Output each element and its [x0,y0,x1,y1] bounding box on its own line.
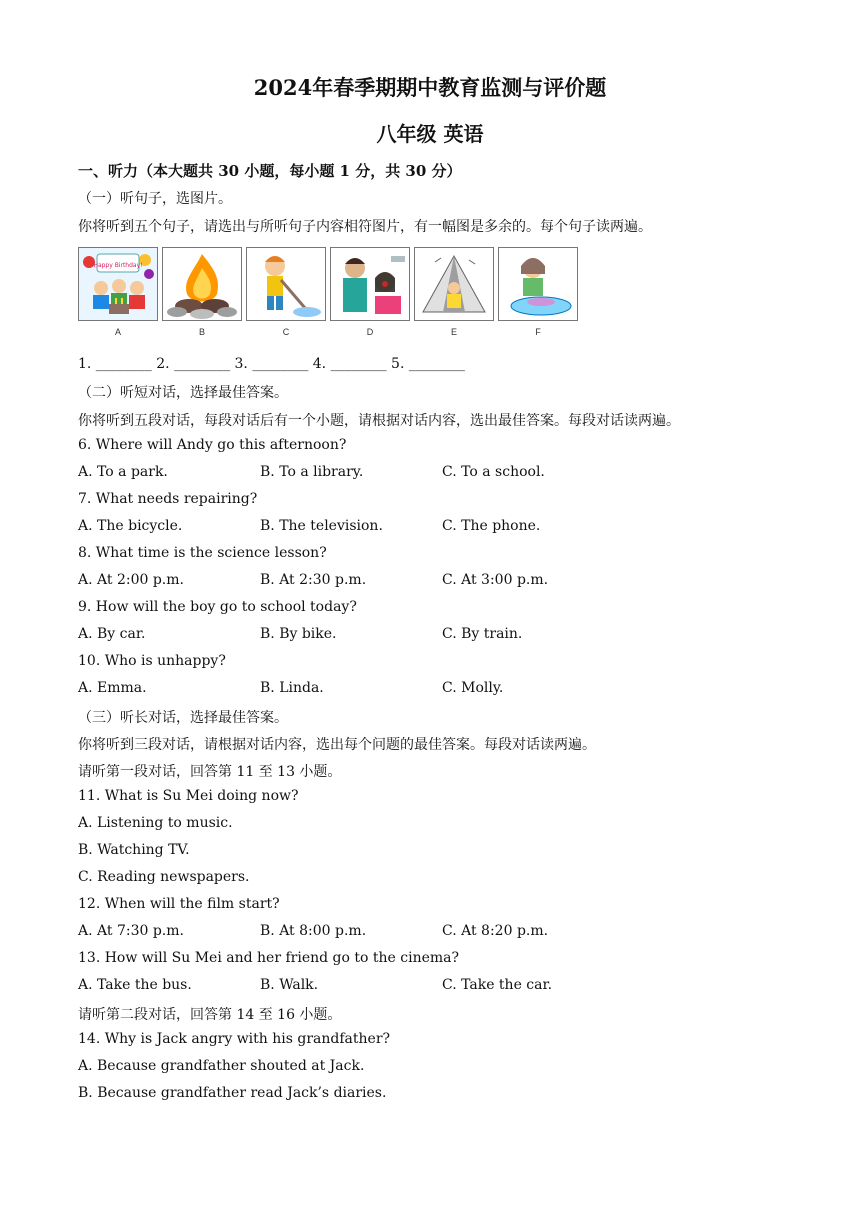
picture-label-d: D [366,327,374,337]
dialog1-intro: 请听第一段对话，回答第 11 至 13 小题。 [78,764,342,780]
q12-option-a: A. At 7:30 p.m. [78,923,184,939]
q11-option-a: A. Listening to music. [78,815,233,831]
question-13: 13. How will Su Mei and her friend go to the cinema? [78,950,460,966]
q6-option-c: C. To a school. [442,464,545,480]
part2-title: （二）听短对话，选择最佳答案。 [78,385,288,401]
q10-option-b: B. Linda. [260,680,324,696]
picture-d-dentist [330,247,410,321]
picture-b-fire [162,247,242,321]
picture-label-f: F [535,327,541,337]
part1-instruction: 你将听到五个句子，请选出与所听句子内容相符图片，有一幅图是多余的。每个句子读两遍。 [78,219,652,235]
q14-option-a: A. Because grandfather shouted at Jack. [78,1058,365,1074]
q12-option-b: B. At 8:00 p.m. [260,923,367,939]
q8-option-a: A. At 2:00 p.m. [78,572,184,588]
q13-option-a: A. Take the bus. [78,977,192,993]
question-8: 8. What time is the science lesson? [78,545,327,561]
q7-option-c: C. The phone. [442,518,541,534]
q9-option-a: A. By car. [78,626,146,642]
exam-subtitle: 八年级 英语 [376,122,484,146]
picture-e-tent [414,247,494,321]
picture-label-b: B [198,327,205,337]
question-10: 10. Who is unhappy? [78,653,226,669]
part2-instruction: 你将听到五段对话，每段对话后有一个小题，请根据对话内容，选出最佳答案。每段对话读两遍。 [78,413,680,429]
q7-option-b: B. The television. [260,518,383,534]
q8-option-c: C. At 3:00 p.m. [442,572,549,588]
q14-option-b: B. Because grandfather read Jack’s diaries. [78,1085,387,1101]
picture-c-cleaning [246,247,326,321]
q9-option-b: B. By bike. [260,626,337,642]
q7-option-a: A. The bicycle. [78,518,183,534]
picture-a-birthday [78,247,158,321]
q10-option-c: C. Molly. [442,680,504,696]
q10-option-a: A. Emma. [78,680,147,696]
exam-title: 2024年春季期期中教育监测与评价题 [253,75,607,100]
q13-option-c: C. Take the car. [442,977,553,993]
dialog2-intro: 请听第二段对话，回答第 14 至 16 小题。 [78,1007,342,1023]
q6-option-b: B. To a library. [260,464,364,480]
picture-f-washing [498,247,578,321]
part3-instruction: 你将听到三段对话，请根据对话内容，选出每个问题的最佳答案。每段对话读两遍。 [78,737,596,753]
q11-option-b: B. Watching TV. [78,842,190,858]
part1-title: （一）听句子，选图片。 [78,191,232,207]
picture-label-e: E [450,327,457,337]
part3-title: （三）听长对话，选择最佳答案。 [78,710,288,726]
question-6: 6. Where will Andy go this afternoon? [78,437,347,453]
question-11: 11. What is Su Mei doing now? [78,788,299,804]
section-heading: 一、听力（本大题共 30 小题，每小题 1 分，共 30 分） [78,162,462,180]
question-9: 9. How will the boy go to school today? [78,599,357,615]
question-12: 12. When will the film start? [78,896,280,912]
answer-blanks: 1. ________ 2. ________ 3. ________ 4. ________ 5. ________ [78,356,465,372]
q8-option-b: B. At 2:30 p.m. [260,572,367,588]
q9-option-c: C. By train. [442,626,523,642]
q12-option-c: C. At 8:20 p.m. [442,923,549,939]
birthday-banner-text: Happy Birthday! [93,262,143,269]
picture-label-a: A [114,327,121,337]
picture-label-c: C [282,327,290,337]
q13-option-b: B. Walk. [260,977,319,993]
q11-option-c: C. Reading newspapers. [78,869,250,885]
question-14: 14. Why is Jack angry with his grandfather? [78,1031,391,1047]
question-7: 7. What needs repairing? [78,491,258,507]
q6-option-a: A. To a park. [78,464,168,480]
